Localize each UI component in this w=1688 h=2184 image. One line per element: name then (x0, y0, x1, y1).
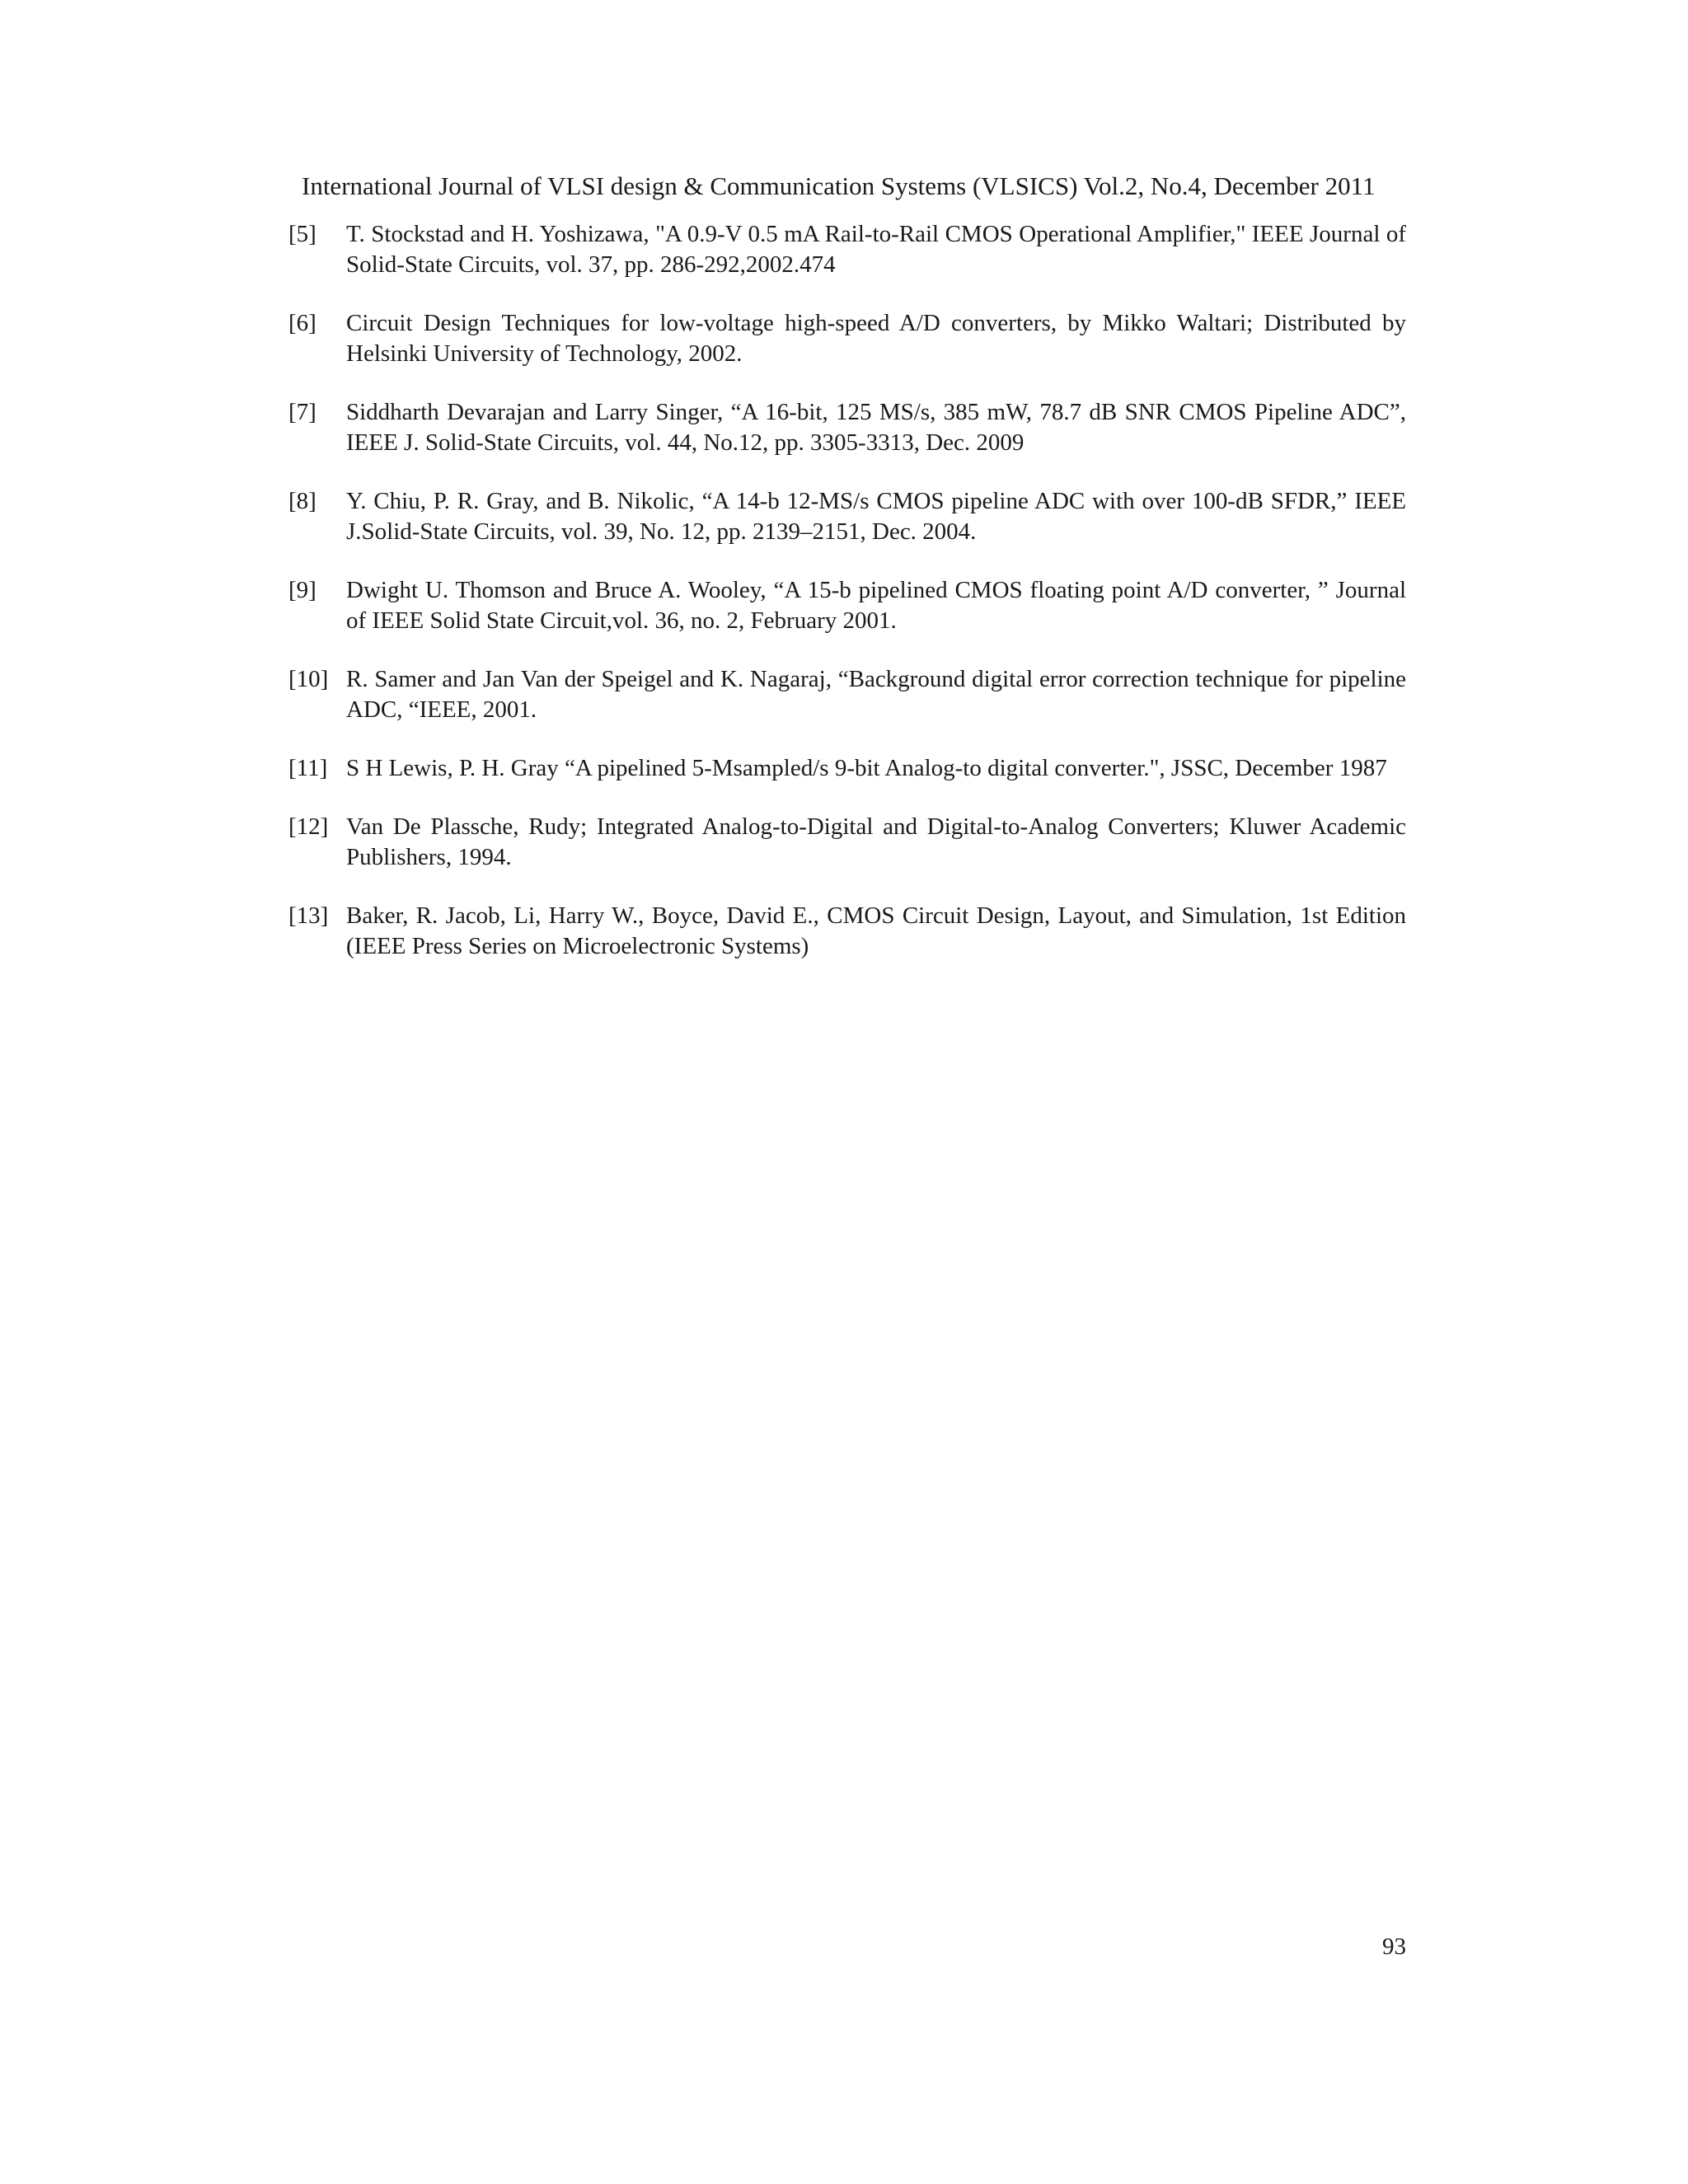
reference-item-10 (288, 664, 1406, 725)
reference-label: [12] (288, 813, 329, 840)
reference-text: Van De Plassche, Rudy; Integrated Analog-to-Digital and Digital-to-Analog Converters; Kluwer Academic Publishers, 1994. (346, 813, 1406, 870)
reference-item-11 (288, 753, 1406, 784)
reference-text: R. Samer and Jan Van der Speigel and K. Nagaraj, “Background digital error correction technique for pipeline ADC, “IEEE, 2001. (346, 666, 1406, 723)
reference-label: [6] (288, 310, 316, 336)
reference-text: Circuit Design Techniques for low-voltage high-speed A/D converters, by Mikko Waltari; Distributed by Helsinki University of Technology, 2002. (346, 310, 1406, 367)
reference-label: [11] (288, 755, 328, 781)
reference-text: Y. Chiu, P. R. Gray, and B. Nikolic, “A 14-b 12-MS/s CMOS pipeline ADC with over 100-dB SFDR,” IEEE J.Solid-State Circuits, vol. 39, No. 12, pp. 2139–2151, Dec. 2004. (346, 488, 1406, 545)
reference-item-5 (288, 219, 1406, 280)
reference-list (288, 219, 1406, 990)
reference-label: [8] (288, 488, 316, 514)
running-header: International Journal of VLSI design & Communication Systems (VLSICS) Vol.2, No.4, December 2011 (302, 171, 1376, 200)
reference-item-9 (288, 575, 1406, 636)
reference-item-6 (288, 308, 1406, 369)
reference-label: [10] (288, 666, 329, 692)
reference-label: [5] (288, 221, 316, 247)
reference-text: T. Stockstad and H. Yoshizawa, "A 0.9-V 0.5 mA Rail-to-Rail CMOS Operational Amplifier," IEEE Journal of Solid-State Circuits, vol. 37, pp. 286-292,2002.474 (346, 221, 1406, 278)
reference-text: Dwight U. Thomson and Bruce A. Wooley, “A 15-b pipelined CMOS floating point A/D converter, ” Journal of IEEE Solid State Circuit,vol. 36, no. 2, February 2001. (346, 577, 1406, 634)
page-number: 93 (1382, 1933, 1406, 1960)
reference-label: [13] (288, 902, 329, 929)
reference-item-13 (288, 901, 1406, 962)
reference-item-7 (288, 397, 1406, 458)
reference-text: S H Lewis, P. H. Gray “A pipelined 5-Msampled/s 9-bit Analog-to digital converter.", JSSC, December 1987 (346, 755, 1387, 781)
reference-item-12 (288, 812, 1406, 873)
reference-text: Siddharth Devarajan and Larry Singer, “A 16-bit, 125 MS/s, 385 mW, 78.7 dB SNR CMOS Pipeline ADC”, IEEE J. Solid-State Circuits, vol. 44, No.12, pp. 3305-3313, Dec. 2009 (346, 399, 1406, 456)
reference-label: [7] (288, 399, 316, 425)
reference-label: [9] (288, 577, 316, 603)
reference-text: Baker, R. Jacob, Li, Harry W., Boyce, David E., CMOS Circuit Design, Layout, and Simulation, 1st Edition (IEEE Press Series on Microelectronic Systems) (346, 902, 1406, 959)
reference-item-8 (288, 486, 1406, 547)
